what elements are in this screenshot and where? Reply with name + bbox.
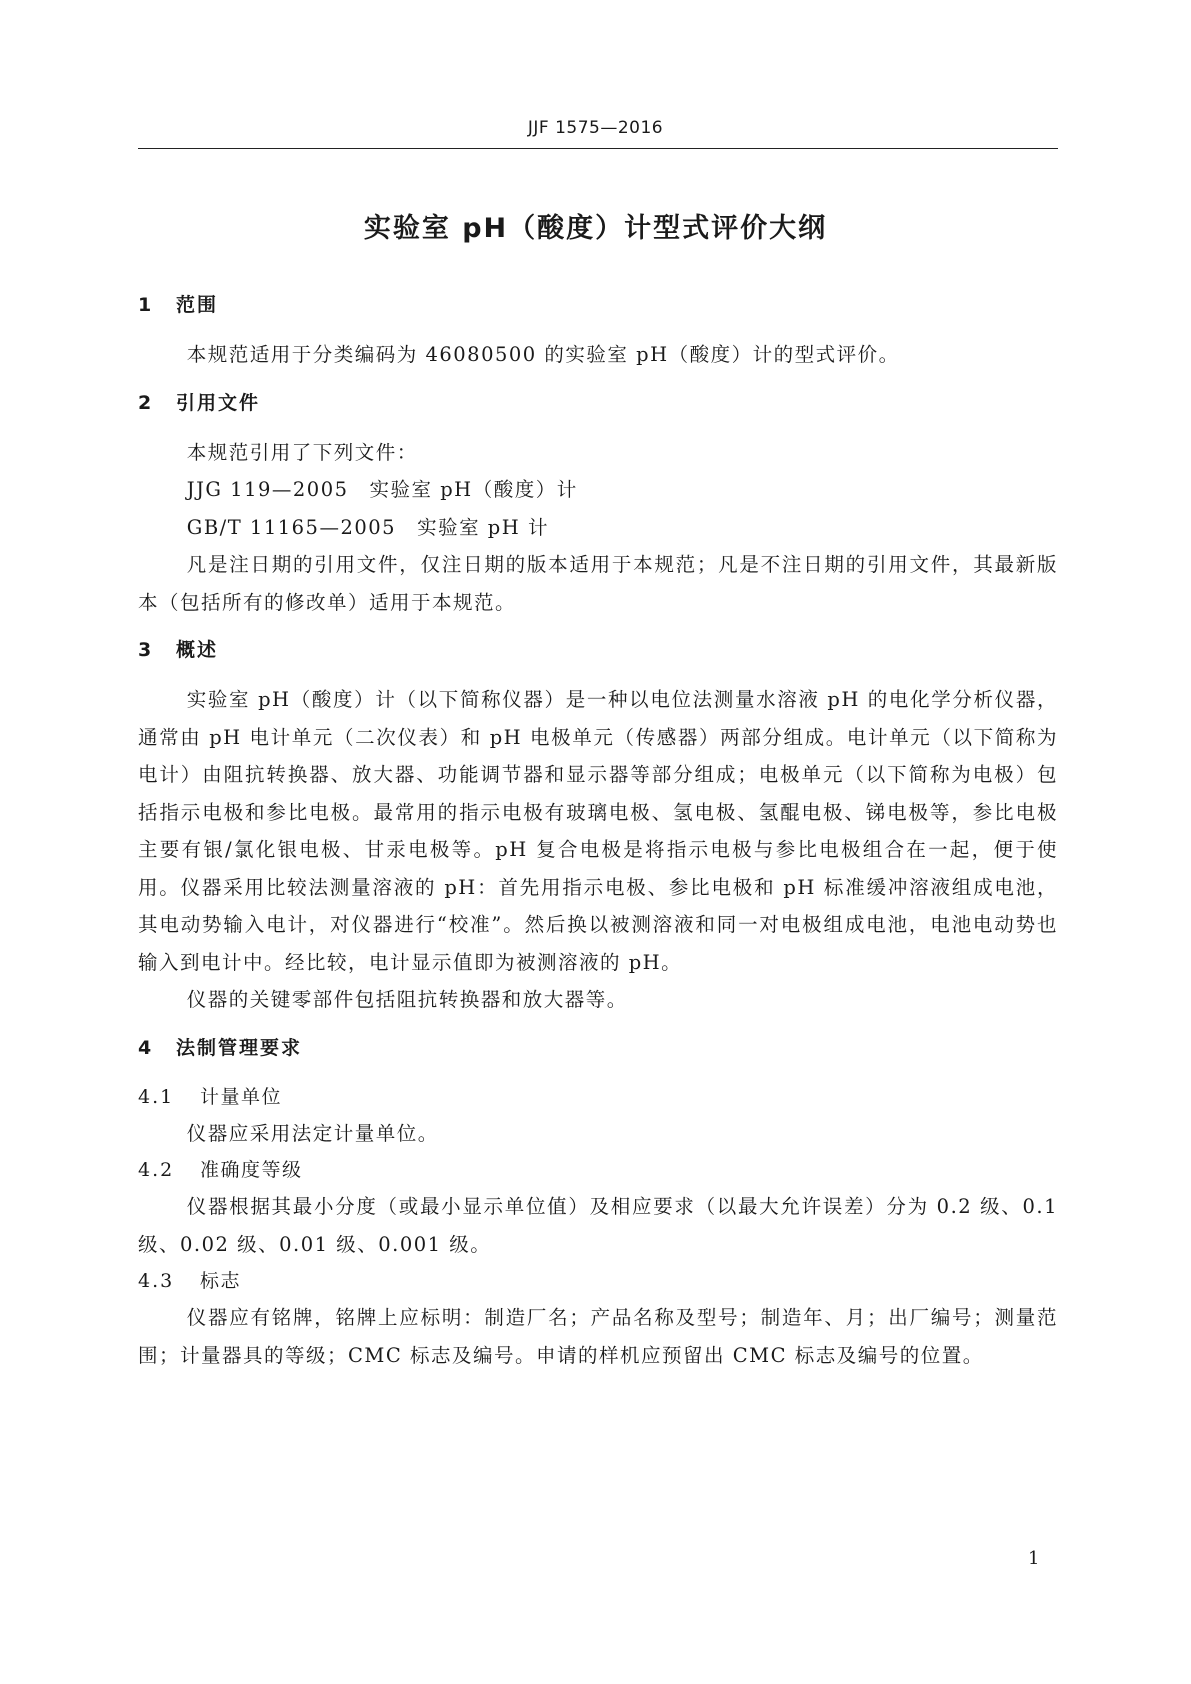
subsection-number: 4.3: [138, 1270, 175, 1292]
paragraph: 仪器应有铭牌，铭牌上应标明：制造厂名；产品名称及型号；制造年、月；出厂编号；测量范围；计量器具的等级；CMC 标志及编号。申请的样机应预留出 CMC 标志及编号的位置。: [138, 1306, 1058, 1367]
paragraph: 仪器的关键零部件包括阻抗转换器和放大器等。: [186, 988, 628, 1011]
document-title: 实验室 pH（酸度）计型式评价大纲: [363, 213, 828, 244]
document-code-header: JJF 1575—2016: [527, 118, 664, 138]
subsection-title: 标志: [200, 1270, 242, 1292]
paragraph: 仪器应采用法定计量单位。: [186, 1121, 439, 1145]
reference-item: GB/T 11165—2005 实验室 pH 计: [186, 515, 549, 539]
section-1-heading: [138, 288, 1058, 322]
paragraph: 凡是注日期的引用文件，仅注日期的版本适用于本规范；凡是不注日期的引用文件，其最新版本（包括所有的修改单）适用于本规范。: [138, 553, 1058, 614]
subsection-number: 4.1: [138, 1085, 175, 1108]
section-4-heading: [138, 1031, 1058, 1065]
section-number: 4: [138, 1036, 154, 1059]
paragraph: 实验室 pH（酸度）计（以下简称仪器）是一种以电位法测量水溶液 pH 的电化学分析仪器，通常由 pH 电计单元（二次仪表）和 pH 电极单元（传感器）两部分组成。电计单元（以下简称为电计）由阻抗转换器、放大器、功能调节器和显示器等部分组成；电极单元（以下简称为电极）包括指示电极和参比电极。最常用的指示电极有玻璃电极、氢电极、氢醌电极、锑电极等，参比电极主要有银/氯化银电极、甘汞电极等。pH 复合电极是将指示电极与参比电极组合在一起，便于使用。仪器采用比较法测量溶液的 pH：首先用指示电极、参比电极和 pH 标准缓冲溶液组成电池，其电动势输入电计，对仪器进行“校准”。然后换以被测溶液和同一对电极组成电池，电池电动势也输入到电计中。经比较，电计显示值即为被测溶液的 pH。: [138, 688, 1058, 974]
subsection-4-1-heading: [138, 1079, 1058, 1115]
section-title: 概述: [176, 639, 219, 661]
subsection-title: 计量单位: [200, 1085, 283, 1108]
reference-item: JJG 119—2005 实验室 pH（酸度）计: [186, 478, 578, 501]
section-number: 3: [138, 639, 154, 661]
section-number: 2: [138, 391, 154, 414]
section-title: 范围: [176, 294, 219, 316]
section-title: 法制管理要求: [176, 1036, 303, 1059]
section-title: 引用文件: [176, 391, 261, 414]
section-3-heading: [138, 633, 1058, 667]
document-body: [138, 288, 1058, 1374]
page-number: 1: [1028, 1548, 1040, 1569]
header-rule: [138, 148, 1058, 149]
section-2-heading: [138, 386, 1058, 420]
section-number: 1: [138, 294, 154, 316]
paragraph: 本规范引用了下列文件：: [186, 440, 418, 464]
subsection-title: 准确度等级: [200, 1159, 303, 1181]
subsection-4-2-heading: [138, 1152, 1058, 1188]
subsection-number: 4.2: [138, 1159, 175, 1181]
subsection-4-3-heading: [138, 1263, 1058, 1299]
paragraph: 本规范适用于分类编码为 46080500 的实验室 pH（酸度）计的型式评价。: [186, 343, 900, 366]
paragraph: 仪器根据其最小分度（或最小显示单位值）及相应要求（以最大允许误差）分为 0.2 级、0.1 级、0.02 级、0.01 级、0.001 级。: [138, 1195, 1058, 1256]
